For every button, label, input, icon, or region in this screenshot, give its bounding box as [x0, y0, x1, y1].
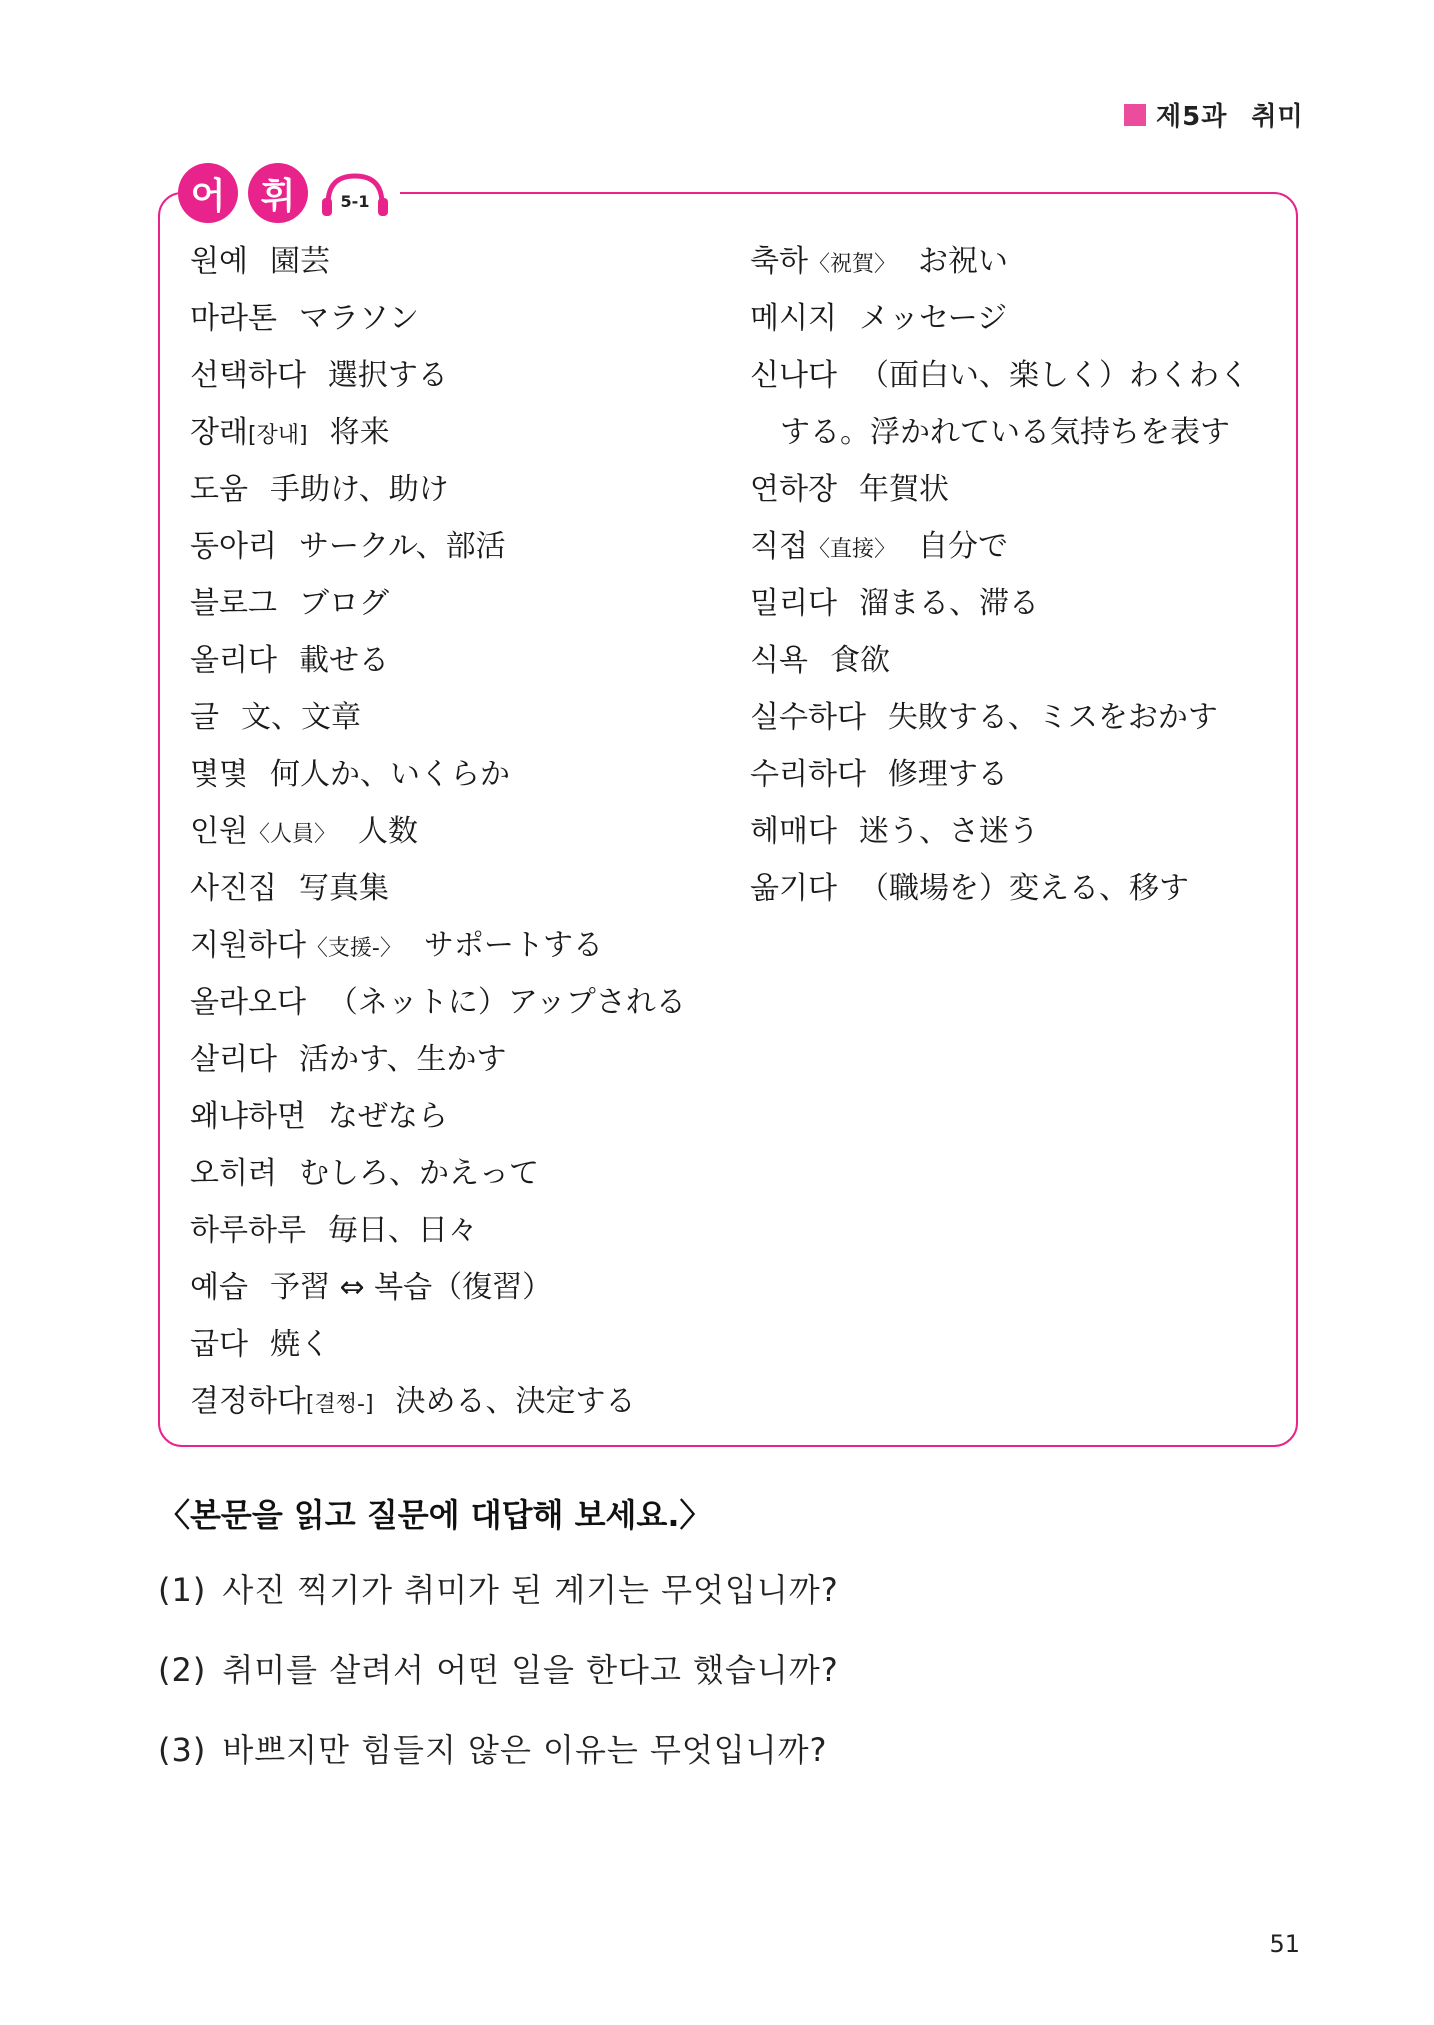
japanese-meaning: 毎日、日々 [327, 1213, 478, 1248]
korean-word: 인원 [190, 814, 248, 849]
header-marker [1124, 104, 1146, 126]
korean-word: 수리하다 [750, 757, 866, 792]
japanese-meaning: メッセージ [858, 301, 1008, 336]
japanese-meaning: 何人か、いくらか [269, 757, 510, 792]
japanese-meaning: 溜まる、滞る [858, 586, 1039, 621]
vocab-entry [750, 693, 1290, 750]
pronunciation-note: [결쩡-] [305, 1392, 374, 1417]
vocab-entry [190, 636, 710, 693]
question-item [158, 1640, 1298, 1720]
vocab-entry [190, 579, 710, 636]
hanja-origin: 〈直接〉 [807, 537, 896, 562]
japanese-meaning: マラソン [298, 301, 419, 336]
vocab-entry [190, 1206, 710, 1263]
japanese-meaning: する。浮かれている気持ちを表す [780, 415, 1230, 450]
japanese-meaning: ブログ [298, 586, 389, 621]
vocab-entry [190, 978, 710, 1035]
question-number: (2) [158, 1651, 207, 1689]
japanese-meaning: 将来 [329, 415, 390, 450]
korean-word: 지원하다 [190, 928, 306, 963]
japanese-meaning: 人数 [357, 814, 418, 849]
korean-word: 원예 [190, 244, 248, 279]
vocab-entry [750, 807, 1290, 864]
vocab-entry [190, 864, 710, 921]
korean-word: 선택하다 [190, 358, 306, 393]
korean-word: 몇몇 [190, 757, 248, 792]
japanese-meaning: 焼く [269, 1327, 330, 1362]
question-item [158, 1720, 1298, 1800]
japanese-meaning: （面白い、楽しく）わくわく [858, 358, 1249, 393]
vocab-column-right [750, 237, 1290, 921]
vocab-entry [750, 864, 1290, 921]
question-item [158, 1560, 1298, 1640]
korean-word: 메시지 [750, 301, 837, 336]
korean-word: 블로그 [190, 586, 277, 621]
vocab-entry [190, 921, 710, 978]
track-number: 5-1 [340, 192, 370, 211]
korean-word: 연하장 [750, 472, 837, 507]
korean-word: 오히려 [190, 1156, 277, 1191]
vocab-entry [750, 351, 1290, 408]
vocab-entry [190, 294, 710, 351]
japanese-meaning: 活かす、生かす [298, 1042, 507, 1077]
korean-word: 살리다 [190, 1042, 277, 1077]
korean-word: 왜냐하면 [190, 1099, 306, 1134]
japanese-meaning: 食欲 [829, 643, 890, 678]
title-char-2: 휘 [248, 163, 308, 223]
vocab-entry [750, 750, 1290, 807]
vocab-column-left [190, 237, 710, 1434]
japanese-meaning: 載せる [298, 643, 389, 678]
hanja-origin: 〈支援-〉 [305, 936, 402, 961]
hanja-origin: 〈祝賀〉 [807, 252, 896, 277]
vocab-entry-continuation [750, 408, 1290, 465]
japanese-meaning: 写真集 [298, 871, 389, 906]
korean-word: 도움 [190, 472, 248, 507]
korean-word: 글 [190, 700, 219, 735]
vocab-entry [190, 1092, 710, 1149]
korean-word: 옮기다 [750, 871, 837, 906]
korean-word: 축하 [750, 244, 808, 279]
korean-word: 하루하루 [190, 1213, 306, 1248]
title-char-1: 어 [178, 163, 238, 223]
korean-word: 헤매다 [750, 814, 837, 849]
japanese-meaning: サークル、部活 [298, 529, 506, 564]
japanese-meaning: 決める、決定する [395, 1384, 636, 1419]
japanese-meaning: 園芸 [269, 244, 330, 279]
vocab-entry [750, 579, 1290, 636]
page-number: 51 [1269, 1930, 1300, 1958]
audio-track-badge[interactable] [318, 162, 392, 224]
vocab-entry [190, 1035, 710, 1092]
japanese-meaning: 文、文章 [240, 700, 361, 735]
korean-word: 굽다 [190, 1327, 248, 1362]
pronunciation-note: [장내] [247, 423, 308, 448]
korean-word: 직접 [750, 529, 808, 564]
vocab-entry [190, 522, 710, 579]
japanese-meaning: 迷う、さ迷う [858, 814, 1039, 849]
japanese-meaning: 選択する [327, 358, 448, 393]
vocab-entry [190, 408, 710, 465]
japanese-meaning: サポートする [423, 928, 603, 963]
vocab-entry [190, 750, 710, 807]
vocab-entry [190, 693, 710, 750]
question-number: (1) [158, 1571, 207, 1609]
korean-word: 동아리 [190, 529, 277, 564]
korean-word: 올리다 [190, 643, 277, 678]
questions-heading: 〈본문을 읽고 질문에 대답해 보세요.〉 [158, 1496, 712, 1534]
japanese-meaning: 自分で [917, 529, 1008, 564]
vocab-entry [750, 237, 1290, 294]
vocabulary-title [178, 162, 400, 224]
hanja-origin: 〈人員〉 [247, 822, 336, 847]
korean-word: 마라톤 [190, 301, 277, 336]
question-text: 사진 찍기가 취미가 된 계기는 무엇입니까? [222, 1571, 839, 1609]
japanese-meaning: 失敗する、ミスをおかす [887, 700, 1218, 735]
vocab-entry [750, 636, 1290, 693]
japanese-meaning: 手助け、助け [269, 472, 449, 507]
vocab-entry [190, 1263, 710, 1320]
korean-word: 결정하다 [190, 1384, 306, 1419]
question-text: 취미를 살려서 어떤 일을 한다고 했습니까? [222, 1651, 839, 1689]
vocab-entry [190, 1149, 710, 1206]
korean-word: 실수하다 [750, 700, 866, 735]
vocab-entry [190, 1377, 710, 1434]
japanese-meaning: 予習 ⇔ 복습（復習） [269, 1270, 553, 1305]
lesson-number: 제5과 [1156, 102, 1228, 132]
vocab-entry [750, 294, 1290, 351]
vocab-entry [190, 351, 710, 408]
vocab-entry [190, 237, 710, 294]
vocab-entry [750, 465, 1290, 522]
korean-word: 사진집 [190, 871, 277, 906]
korean-word: 신나다 [750, 358, 837, 393]
vocab-entry [190, 1320, 710, 1377]
question-number: (3) [158, 1731, 207, 1769]
japanese-meaning: お祝い [917, 244, 1008, 279]
lesson-topic: 취미 [1251, 102, 1304, 132]
korean-word: 밀리다 [750, 586, 837, 621]
question-text: 바쁘지만 힘들지 않은 이유는 무엇입니까? [222, 1731, 828, 1769]
korean-word: 장래 [190, 415, 248, 450]
vocab-entry [750, 522, 1290, 579]
page-header [1124, 96, 1304, 133]
japanese-meaning: （職場を）変える、移す [858, 871, 1189, 906]
japanese-meaning: むしろ、かえって [298, 1156, 539, 1191]
vocab-entry [190, 807, 710, 864]
japanese-meaning: なぜなら [327, 1099, 448, 1134]
japanese-meaning: （ネットに）アップされる [327, 985, 686, 1020]
comprehension-questions [158, 1490, 1298, 1800]
korean-word: 올라오다 [190, 985, 306, 1020]
korean-word: 식욕 [750, 643, 808, 678]
japanese-meaning: 年賀状 [858, 472, 949, 507]
japanese-meaning: 修理する [887, 757, 1008, 792]
vocab-entry [190, 465, 710, 522]
korean-word: 예습 [190, 1270, 248, 1305]
